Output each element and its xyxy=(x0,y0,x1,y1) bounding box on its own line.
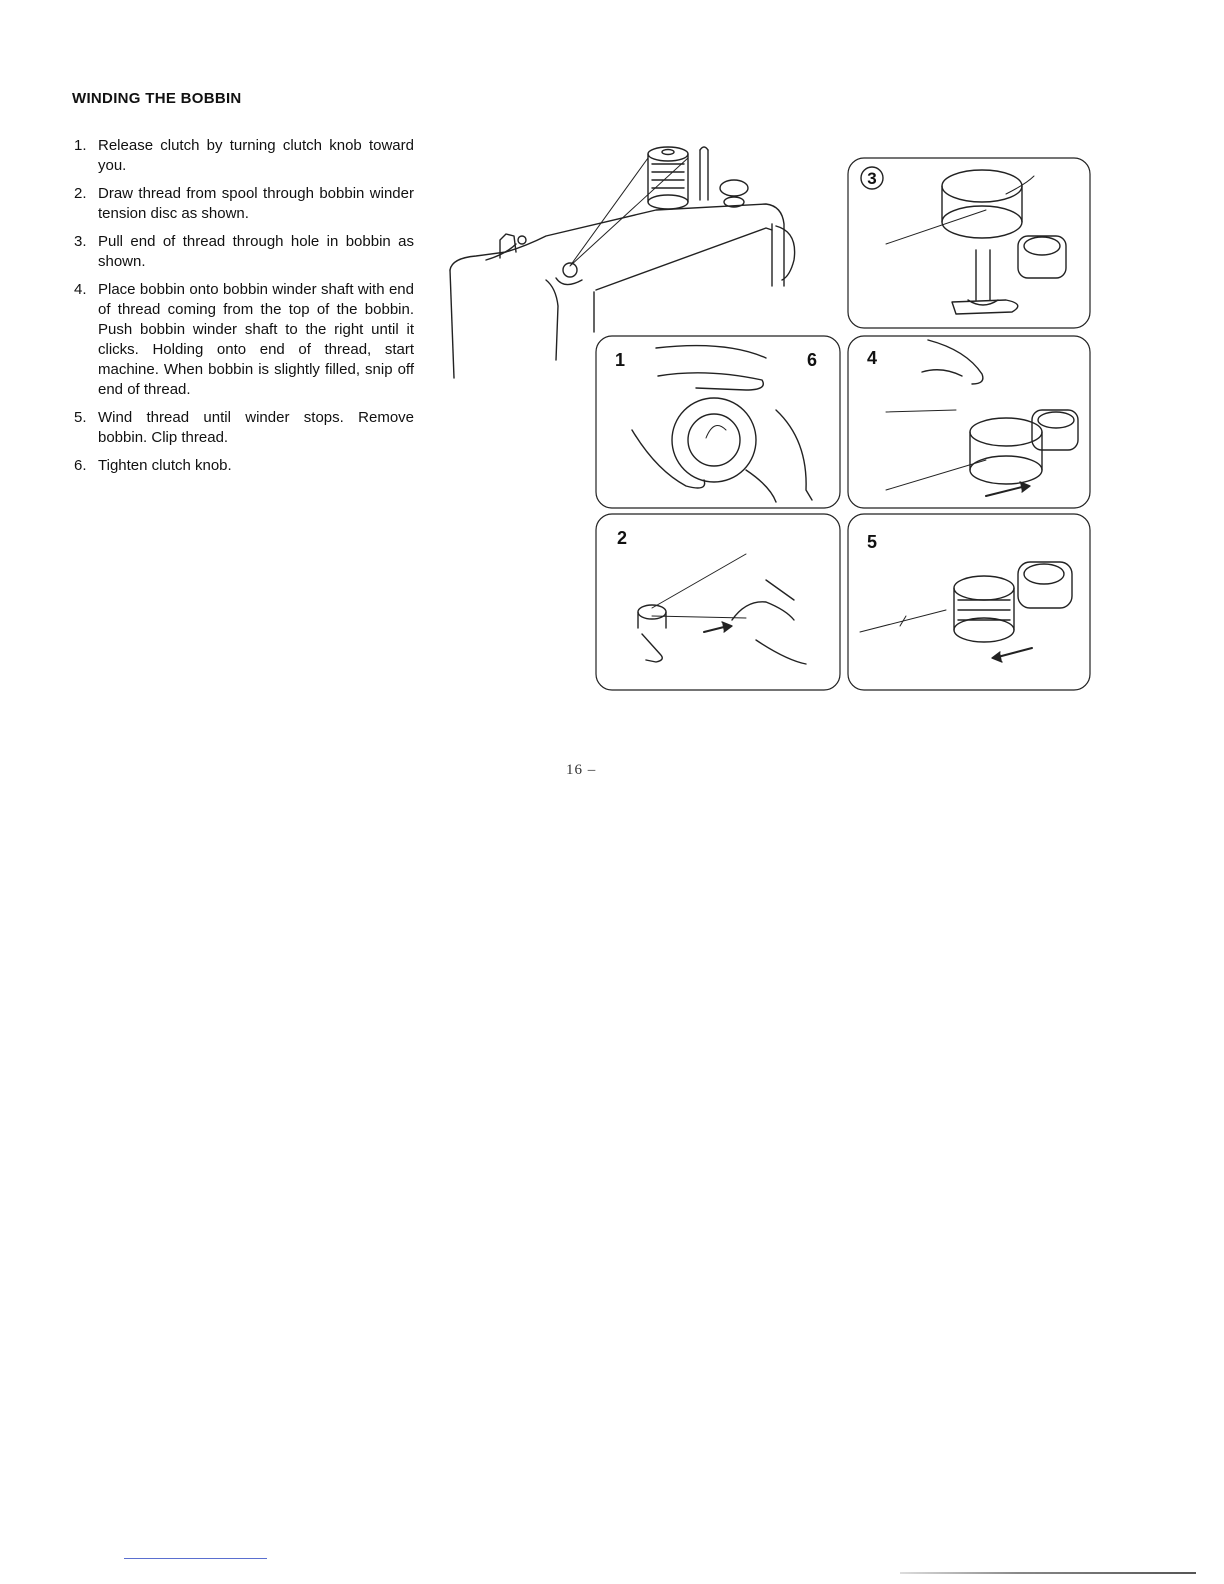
instruction-step xyxy=(74,280,414,400)
page-number: 16 – xyxy=(566,762,597,778)
step-text: Wind thread until winder stops. Remove bobbin. Clip thread. xyxy=(98,409,414,446)
step-number: 3. xyxy=(74,233,87,250)
panel-label-5: 5 xyxy=(866,532,878,552)
step-number: 4. xyxy=(74,281,87,298)
instruction-step xyxy=(74,136,414,176)
panel-label-1: 1 xyxy=(614,350,626,370)
page-heading: WINDING THE BOBBIN xyxy=(72,90,242,107)
step-text: Tighten clutch knob. xyxy=(98,457,232,474)
step-1-6-panel xyxy=(596,336,840,508)
step-text: Draw thread from spool through bobbin winder tension disc as shown. xyxy=(98,185,414,222)
bobbin-winding-illustration xyxy=(446,140,1106,700)
step-5-panel xyxy=(848,514,1090,690)
step-text: Pull end of thread through hole in bobbin as shown. xyxy=(98,233,414,270)
step-3-panel xyxy=(848,158,1090,328)
instruction-step xyxy=(74,456,414,476)
step-number: 6. xyxy=(74,457,87,474)
step-text: Place bobbin onto bobbin winder shaft with end of thread coming from the top of the bobbin. Push bobbin winder shaft to the right until it clicks. Holding onto end of thread, start machine. When bobbin is slightly filled, snip off end of thread. xyxy=(98,281,414,398)
sewing-machine-drawing xyxy=(450,147,795,378)
step-4-panel xyxy=(848,336,1090,508)
bottom-left-rule xyxy=(124,1558,267,1559)
bottom-right-rule xyxy=(900,1572,1196,1574)
instruction-step xyxy=(74,184,414,224)
instruction-list xyxy=(74,136,414,484)
panel-label-3: 3 xyxy=(867,169,877,188)
step-number: 1. xyxy=(74,137,87,154)
step-text: Release clutch by turning clutch knob toward you. xyxy=(98,137,414,174)
instruction-step xyxy=(74,408,414,448)
step-number: 2. xyxy=(74,185,87,202)
panel-label-2: 2 xyxy=(616,528,628,548)
instruction-step xyxy=(74,232,414,272)
step-number: 5. xyxy=(74,409,87,426)
panel-label-6: 6 xyxy=(806,350,818,370)
step-2-panel xyxy=(596,514,840,690)
panel-label-4: 4 xyxy=(866,348,878,368)
